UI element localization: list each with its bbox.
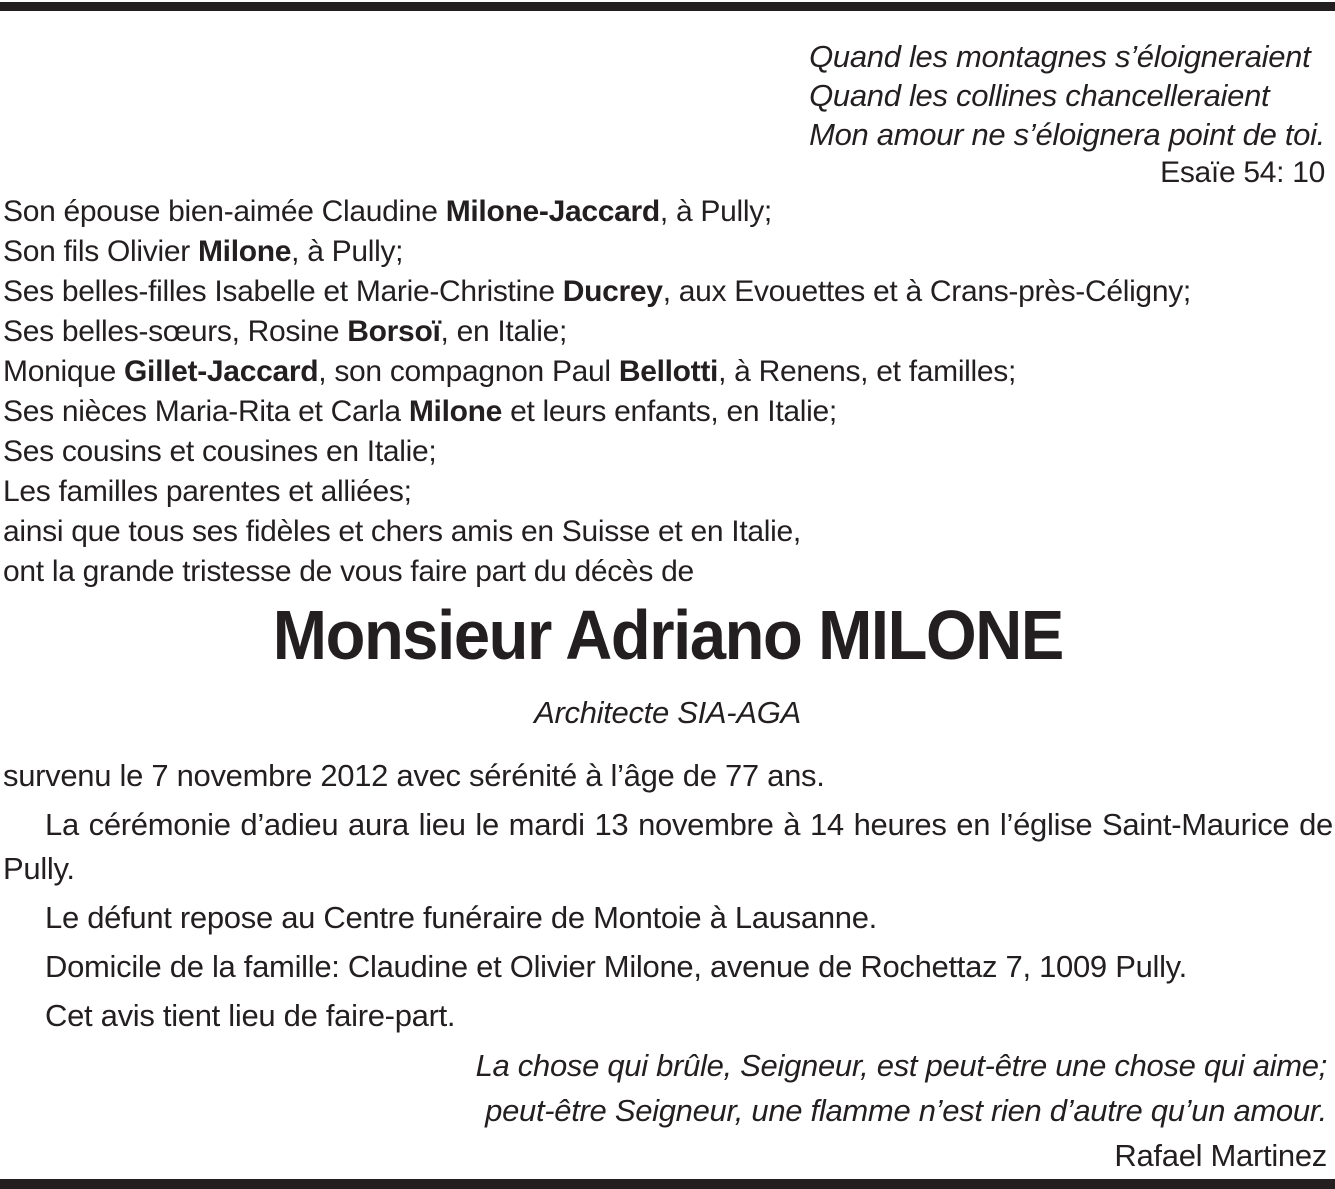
family-line: Les familles parentes et alliées; [3,475,412,508]
epigraph [0,0,1335,192]
bottom-rule [0,1179,1335,1189]
family-line: Ses nièces Maria-Rita et Carla Milone et leurs enfants, en Italie; [3,395,837,428]
closing-quote-line: peut-être Seigneur, une flamme n’est rien d’autre qu’un amour. [485,1093,1327,1128]
deceased-profession: Architecte SIA-AGA [534,695,801,730]
family-line: Son épouse bien-aimée Claudine Milone-Jaccard, à Pully; [3,195,772,228]
family-list [0,192,1335,592]
family-line: Ses belles-filles Isabelle et Marie-Christine Ducrey, aux Evouettes et à Crans-près-Céligny; [3,275,1191,308]
announcement-paragraph: Le défunt repose au Centre funéraire de Montoie à Lausanne. [45,900,877,935]
closing-attribution: Rafael Martinez [1114,1138,1327,1173]
family-line: Monique Gillet-Jaccard, son compagnon Paul Bellotti, à Renens, et familles; [3,355,1017,388]
epigraph-line: Quand les montagnes s’éloigneraient [809,39,1311,74]
family-line: Son fils Olivier Milone, à Pully; [3,235,404,268]
announcement-paragraph: La cérémonie d’adieu aura lieu le mardi 13 novembre à 14 heures en l’église Saint-Maurice de Pully. [3,807,1333,886]
closing-quote-line: La chose qui brûle, Seigneur, est peut-être une chose qui aime; [475,1048,1327,1083]
deceased-name-title [0,594,1335,676]
family-line: Ses belles-sœurs, Rosine Borsoï, en Italie; [3,315,567,348]
epigraph-attribution: Esaïe 54: 10 [1160,156,1325,189]
closing-quote [0,1043,1335,1178]
announcement-paragraph: Domicile de la famille: Claudine et Olivier Milone, avenue de Rochettaz 7, 1009 Pully. [45,949,1187,984]
top-rule [0,2,1335,11]
announcement-paragraphs [0,754,1335,1038]
announcement-paragraph: Cet avis tient lieu de faire-part. [45,998,456,1033]
closing-quote-lines [0,1043,1327,1133]
announcement-paragraph: survenu le 7 novembre 2012 avec sérénité à l’âge de 77 ans. [3,758,825,793]
family-line: ainsi que tous ses fidèles et chers amis en Suisse et en Italie, [3,515,801,548]
family-line: ont la grande tristesse de vous faire part du décès de [3,555,694,588]
deceased-name: Monsieur Adriano MILONE [272,596,1063,674]
family-line: Ses cousins et cousines en Italie; [3,435,437,468]
epigraph-line: Quand les collines chancelleraient [809,78,1270,113]
epigraph-quote [809,37,1325,154]
epigraph-line: Mon amour ne s’éloignera point de toi. [809,117,1325,152]
